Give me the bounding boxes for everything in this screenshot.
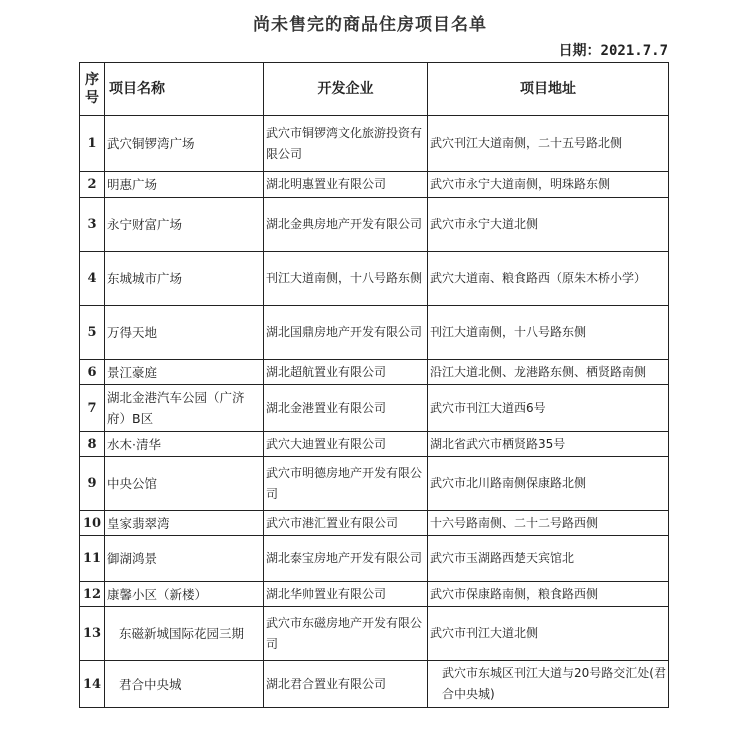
cell-address: 武穴市刊江大道北侧 (428, 607, 669, 661)
cell-no: 1 (80, 116, 105, 172)
cell-name: 东磁新城国际花园三期 (105, 607, 264, 661)
cell-name: 水木·清华 (105, 432, 264, 457)
table-row (80, 607, 669, 661)
cell-no: 8 (80, 432, 105, 457)
cell-developer: 武穴市铜锣湾文化旅游投资有限公司 (264, 116, 428, 172)
cell-no: 2 (80, 172, 105, 198)
cell-name: 皇家翡翠湾 (105, 511, 264, 536)
cell-address: 武穴市永宁大道南侧，明珠路东侧 (428, 172, 669, 198)
cell-developer: 武穴大迪置业有限公司 (264, 432, 428, 457)
cell-developer: 湖北君合置业有限公司 (264, 661, 428, 708)
cell-no: 14 (80, 661, 105, 708)
cell-name: 景江豪庭 (105, 360, 264, 385)
cell-address: 武穴市玉湖路西楚天宾馆北 (428, 536, 669, 582)
cell-developer: 武穴市港汇置业有限公司 (264, 511, 428, 536)
cell-no: 13 (80, 607, 105, 661)
page-title: 尚未售完的商品住房项目名单 (253, 15, 487, 35)
header-name: 项目名称 (105, 63, 264, 116)
cell-no: 6 (80, 360, 105, 385)
table-row (80, 511, 669, 536)
cell-developer: 湖北明惠置业有限公司 (264, 172, 428, 198)
cell-developer: 湖北泰宝房地产开发有限公司 (264, 536, 428, 582)
cell-name: 明惠广场 (105, 172, 264, 198)
cell-developer: 刊江大道南侧，十八号路东侧 (264, 252, 428, 306)
cell-developer: 湖北金典房地产开发有限公司 (264, 198, 428, 252)
cell-name: 永宁财富广场 (105, 198, 264, 252)
cell-address: 武穴市保康路南侧，粮食路西侧 (428, 582, 669, 607)
table-row (80, 252, 669, 306)
header-developer: 开发企业 (264, 63, 428, 116)
cell-address: 武穴大道南、粮食路西（原朱木桥小学） (428, 252, 669, 306)
table-row (80, 661, 669, 708)
cell-address: 武穴市北川路南侧保康路北侧 (428, 457, 669, 511)
header-address: 项目地址 (428, 63, 669, 116)
cell-developer: 湖北国鼎房地产开发有限公司 (264, 306, 428, 360)
table-row (80, 385, 669, 432)
cell-address: 武穴市刊江大道西6号 (428, 385, 669, 432)
cell-address: 武穴市东城区刊江大道与20号路交汇处(君合中央城) (428, 661, 669, 708)
table-row (80, 172, 669, 198)
table-body (80, 116, 669, 708)
cell-address: 武穴市永宁大道北侧 (428, 198, 669, 252)
cell-name: 东城城市广场 (105, 252, 264, 306)
cell-name: 君合中央城 (105, 661, 264, 708)
table-row (80, 582, 669, 607)
cell-no: 12 (80, 582, 105, 607)
cell-no: 7 (80, 385, 105, 432)
cell-no: 4 (80, 252, 105, 306)
table-row (80, 432, 669, 457)
table-row (80, 198, 669, 252)
cell-name: 万得天地 (105, 306, 264, 360)
table-row (80, 536, 669, 582)
project-table (79, 62, 669, 708)
cell-name: 湖北金港汽车公园（广济府）B区 (105, 385, 264, 432)
cell-address: 十六号路南侧、二十二号路西侧 (428, 511, 669, 536)
table-row (80, 360, 669, 385)
cell-developer: 武穴市东磁房地产开发有限公司 (264, 607, 428, 661)
cell-no: 9 (80, 457, 105, 511)
cell-no: 5 (80, 306, 105, 360)
cell-developer: 湖北华帅置业有限公司 (264, 582, 428, 607)
cell-no: 3 (80, 198, 105, 252)
table-row (80, 457, 669, 511)
cell-no: 11 (80, 536, 105, 582)
cell-no: 10 (80, 511, 105, 536)
cell-address: 刊江大道南侧，十八号路东侧 (428, 306, 669, 360)
cell-developer: 湖北金港置业有限公司 (264, 385, 428, 432)
cell-address: 武穴刊江大道南侧，二十五号路北侧 (428, 116, 669, 172)
cell-address: 湖北省武穴市栖贤路35号 (428, 432, 669, 457)
date-label: 日期：2021.7.7 (558, 43, 668, 59)
cell-name: 御湖鸿景 (105, 536, 264, 582)
table-header-row (80, 63, 669, 116)
cell-name: 武穴铜锣湾广场 (105, 116, 264, 172)
table-row (80, 116, 669, 172)
cell-developer: 武穴市明德房地产开发有限公司 (264, 457, 428, 511)
cell-name: 康馨小区（新楼） (105, 582, 264, 607)
table-row (80, 306, 669, 360)
cell-name: 中央公馆 (105, 457, 264, 511)
cell-developer: 湖北超航置业有限公司 (264, 360, 428, 385)
header-no: 序号 (80, 63, 105, 116)
cell-address: 沿江大道北侧、龙港路东侧、栖贤路南侧 (428, 360, 669, 385)
